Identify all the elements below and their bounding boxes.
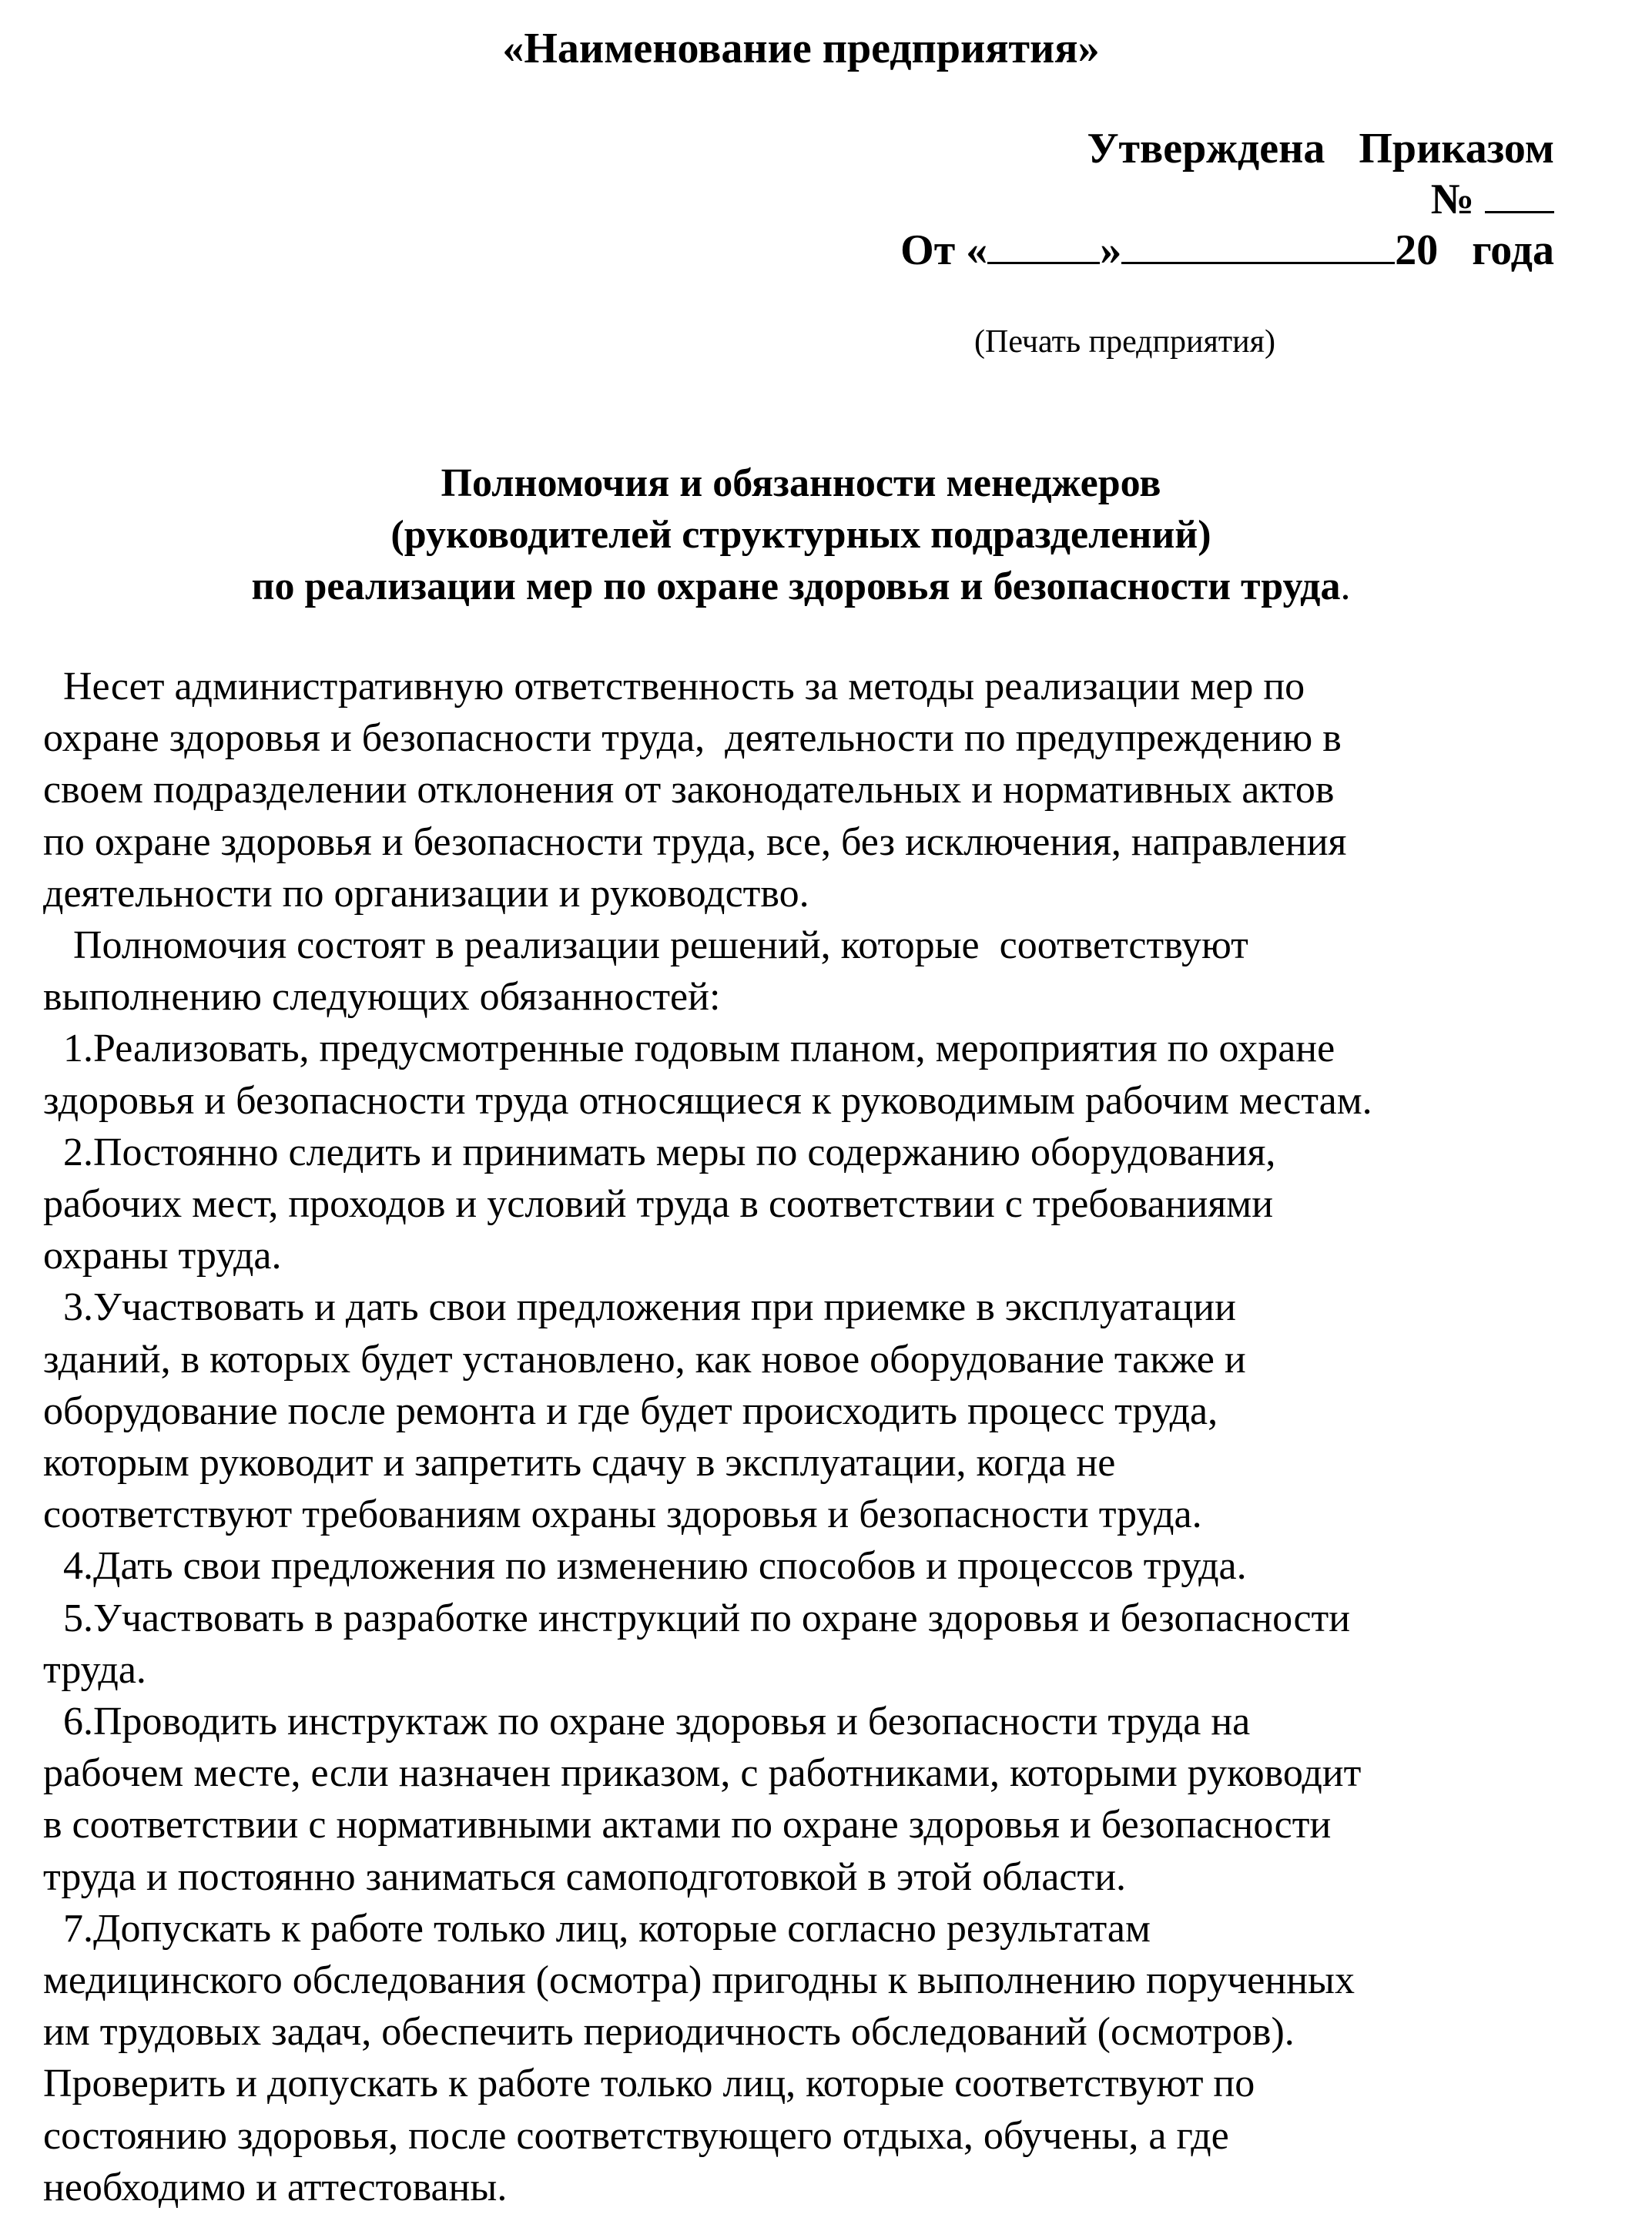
body-line: им трудовых задач, обеспечить периодичность обследований (осмотров). [43, 2010, 1295, 2055]
body-line: труда. [43, 1647, 146, 1692]
body-line: зданий, в которых будет установлено, как новое оборудование также и [43, 1337, 1246, 1382]
title-period: . [1340, 564, 1351, 608]
document-title [0, 457, 1602, 612]
body-text [43, 661, 1576, 2213]
approval-line-date [630, 225, 1554, 276]
year-word: года [1472, 226, 1554, 274]
body-line: соответствуют требованиям охраны здоровья и безопасности труда. [43, 1492, 1202, 1537]
body-line: деятельности по организации и руководство. [43, 871, 809, 916]
body-line: необходимо и аттестованы. [43, 2165, 508, 2209]
body-line: 3.Участвовать и дать свои предложения при приемке в эксплуатации [43, 1285, 1236, 1330]
approval-block [630, 123, 1554, 276]
approved-word: Утверждена [1087, 125, 1325, 173]
body-line: здоровья и безопасности труда относящиеся к руководимым рабочим местам. [43, 1078, 1372, 1123]
year-prefix: 20 [1395, 226, 1439, 274]
body-line: своем подразделении отклонения от законодательных и нормативных актов [43, 768, 1335, 812]
body-line: 7.Допускать к работе только лиц, которые согласно результатам [43, 1906, 1151, 1951]
body-line: охране здоровья и безопасности труда, деятельности по предупреждению в [43, 716, 1342, 761]
company-name-heading: «Наименование предприятия» [502, 25, 1100, 72]
quote-close: » [1100, 226, 1122, 274]
body-line: оборудование после ремонта и где будет происходить процесс труда, [43, 1389, 1218, 1433]
month-blank [1121, 225, 1395, 264]
title-line-2: (руководителей структурных подразделений) [390, 513, 1211, 557]
title-line-3-text: по реализации мер по охране здоровья и безопасности труда [251, 564, 1341, 608]
body-line: 5.Участвовать в разработке инструкций по охране здоровья и безопасности [43, 1596, 1351, 1640]
body-line: выполнению следующих обязанностей: [43, 975, 721, 1020]
title-line-3 [0, 561, 1602, 612]
from-word: От « [900, 226, 988, 274]
body-line: 6.Проводить инструктаж по охране здоровья и безопасности труда на [43, 1700, 1251, 1744]
body-line: рабочем месте, если назначен приказом, с работниками, которыми руководит [43, 1751, 1362, 1796]
body-line: медицинского обследования (осмотра) пригодны к выполнению порученных [43, 1958, 1355, 2003]
body-line: Полномочия состоят в реализации решений, которые соответствуют [43, 923, 1248, 968]
body-line: которым руководит и запретить сдачу в эксплуатации, когда не [43, 1441, 1116, 1486]
body-line: в соответствии с нормативными актами по охране здоровья и безопасности [43, 1803, 1332, 1847]
title-line-1: Полномочия и обязанности менеджеров [441, 461, 1161, 505]
body-line: 4.Дать свои предложения по изменению способов и процессов труда. [43, 1544, 1247, 1589]
body-line: состоянию здоровья, после соответствующего отдыха, обучены, а где [43, 2113, 1229, 2158]
body-line: рабочих мест, проходов и условий труда в соответствии с требованиями [43, 1182, 1274, 1227]
body-line: Проверить и допускать к работе только лиц, которые соответствуют по [43, 2062, 1255, 2106]
body-line: 2.Постоянно следить и принимать меры по содержанию оборудования, [43, 1130, 1276, 1174]
body-line: труда и постоянно заниматься самоподготовкой в этой области. [43, 1854, 1127, 1899]
stamp-note: (Печать предприятия) [974, 324, 1275, 360]
day-blank [987, 225, 1100, 264]
order-number-blank [1485, 174, 1554, 213]
approval-line-approved [630, 123, 1554, 174]
approval-line-number [630, 174, 1554, 225]
body-line: охраны труда. [43, 1234, 282, 1278]
order-word: Приказом [1359, 125, 1554, 173]
body-line: по охране здоровья и безопасности труда, все, без исключения, направления [43, 819, 1347, 864]
body-line: Несет административную ответственность за методы реализации мер по [43, 665, 1305, 709]
body-line: 1.Реализовать, предусмотренные годовым планом, мероприятия по охране [43, 1027, 1335, 1071]
number-sign: № [1430, 176, 1474, 223]
